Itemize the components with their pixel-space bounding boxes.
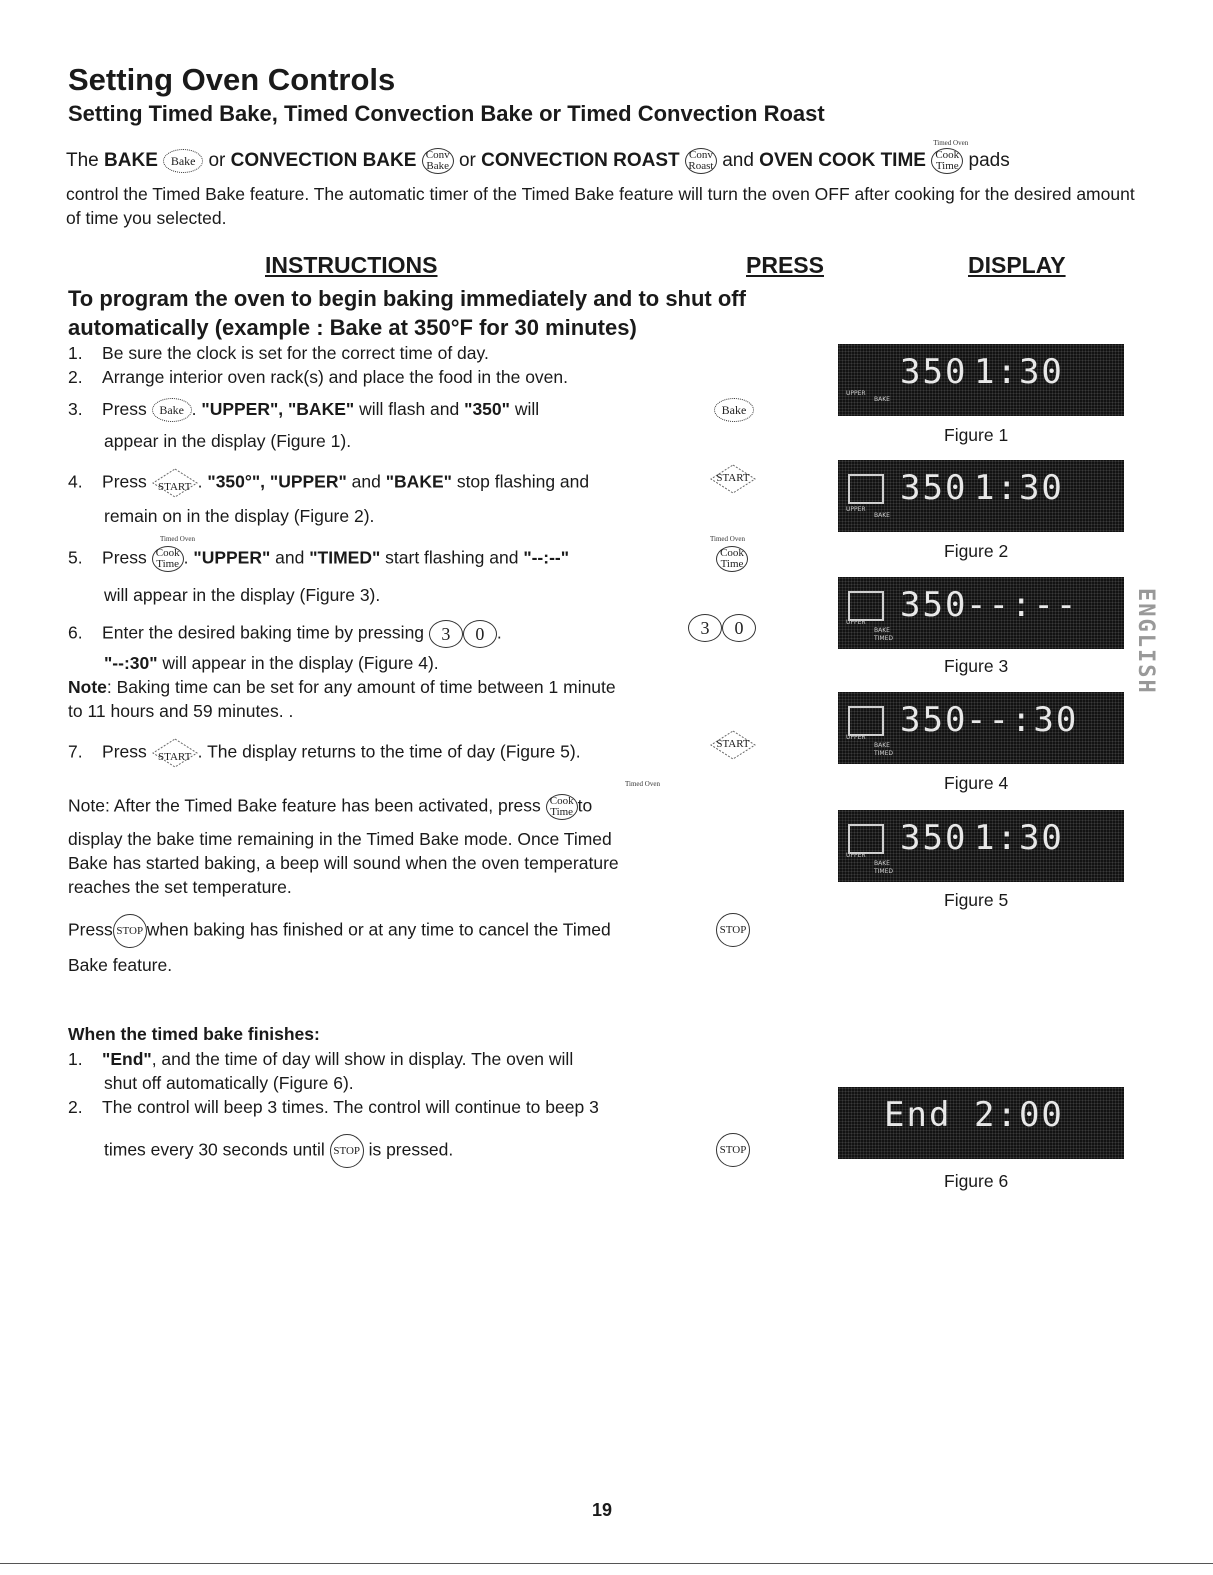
start-pad-icon: START: [152, 738, 198, 768]
figure-4-caption: Figure 4: [944, 773, 1009, 793]
number-0-pad-icon: 0: [463, 620, 497, 648]
cook-time-pad-icon: Cook Time: [152, 546, 184, 572]
step-1: 1. Be sure the clock is set for the correct time of day.: [68, 343, 489, 363]
page-title: Setting Oven Controls: [68, 62, 396, 97]
finish-heading: When the timed bake finishes:: [68, 1024, 320, 1044]
press-start-pad-icon: START: [710, 730, 756, 760]
start-pad-icon: START: [152, 468, 198, 498]
program-heading: To program the oven to begin baking immediately and to shut off automatically (example : Bake at 350°F for 30 minutes): [68, 286, 746, 340]
step-3: 3. Press Bake . "UPPER", "BAKE" will flash and "350" will: [68, 398, 539, 422]
note-2: Note: After the Timed Bake feature has been activated, press Cook Time to: [68, 795, 593, 818]
intro-line: The BAKE Bake or CONVECTION BAKE Conv Bake or CONVECTION ROAST Conv Roast and OVEN COOK TIME Timed Oven Cook Time pads: [66, 139, 1010, 172]
press-stop-pad-icon: STOP: [716, 1133, 750, 1167]
note-1: Note: Baking time can be set for any amount of time between 1 minute: [68, 677, 616, 697]
step-5-cont: will appear in the display (Figure 3).: [104, 585, 381, 605]
display-figure-3: 350 --:-- UPPER BAKE TIMED: [838, 577, 1124, 649]
press-cook-time-pad-icon: Cook Time: [716, 546, 748, 572]
display-figure-2: 350 1:30 UPPER BAKE: [838, 460, 1124, 532]
step-4: 4. Press START . "350°", "UPPER" and "BAKE" stop flashing and: [68, 468, 589, 498]
figure-1-caption: Figure 1: [944, 425, 1009, 445]
display-figure-6: End 2:00: [838, 1087, 1124, 1159]
note-2-line4: reaches the set temperature.: [68, 877, 292, 897]
page-number: 19: [592, 1500, 613, 1520]
instructions-header: INSTRUCTIONS: [265, 252, 438, 278]
press-stop-pad-icon: STOP: [716, 913, 750, 947]
bake-pad-icon: Bake: [152, 398, 192, 422]
stop-instruction-cont: Bake feature.: [68, 955, 173, 975]
conv-roast-pad-icon: Conv Roast: [685, 148, 717, 174]
step-2: 2. Arrange interior oven rack(s) and place the food in the oven.: [68, 367, 569, 387]
conv-bake-pad-icon: Conv Bake: [422, 148, 454, 174]
display-header: DISPLAY: [968, 252, 1066, 278]
stop-pad-icon: STOP: [113, 914, 147, 948]
press-start-pad-icon: START: [710, 464, 756, 494]
language-tab: ENGLISH: [1133, 588, 1158, 695]
step-6: 6. Enter the desired baking time by pressing 3 0 .: [68, 620, 502, 648]
step-3-cont: appear in the display (Figure 1).: [104, 431, 352, 451]
step-4-cont: remain on in the display (Figure 2).: [104, 506, 375, 526]
finish-step-1-cont: shut off automatically (Figure 6).: [104, 1073, 354, 1093]
step-6-cont: "--:30" will appear in the display (Figure 4).: [104, 653, 439, 673]
press-number-0-pad-icon: 0: [722, 614, 756, 642]
page-subtitle: Setting Timed Bake, Timed Convection Bake or Timed Convection Roast: [68, 101, 825, 126]
bottom-rule: [0, 1563, 1213, 1564]
note-2-line3: Bake has started baking, a beep will sound when the oven temperature: [68, 853, 619, 873]
finish-step-2: 2. The control will beep 3 times. The control will continue to beep 3: [68, 1097, 599, 1117]
step-5: 5. Press Cook Time . "UPPER" and "TIMED" start flashing and "--:--": [68, 547, 570, 570]
number-3-pad-icon: 3: [429, 620, 463, 648]
figure-5-caption: Figure 5: [944, 890, 1009, 910]
intro-paragraph: control the Timed Bake feature. The automatic timer of the Timed Bake feature will turn the oven OFF after cooking for the desired amount of time you selected.: [66, 184, 1135, 228]
cook-time-pad-icon: Cook Time: [931, 148, 963, 174]
stop-instruction: Press STOP when baking has finished or at any time to cancel the Timed: [68, 914, 611, 948]
press-bake-pad-icon: Bake: [714, 398, 754, 422]
bake-pad-icon: Bake: [163, 149, 203, 173]
figure-6-caption: Figure 6: [944, 1171, 1009, 1191]
stop-pad-icon: STOP: [330, 1134, 364, 1168]
finish-step-2-cont: times every 30 seconds until STOP is pressed.: [104, 1134, 453, 1168]
step-7: 7. Press START . The display returns to the time of day (Figure 5).: [68, 738, 581, 768]
display-figure-4: 350 --:30 UPPER BAKE TIMED: [838, 692, 1124, 764]
press-header: PRESS: [746, 252, 824, 278]
note-2-line2: display the bake time remaining in the Timed Bake mode. Once Timed: [68, 829, 612, 849]
display-figure-5: 350 1:30 UPPER BAKE TIMED: [838, 810, 1124, 882]
press-number-3-pad-icon: 3: [688, 614, 722, 642]
display-figure-1: 350 1:30 UPPER BAKE: [838, 344, 1124, 416]
finish-step-1: 1. "End", and the time of day will show in display. The oven will: [68, 1049, 574, 1069]
figure-3-caption: Figure 3: [944, 656, 1009, 676]
figure-2-caption: Figure 2: [944, 541, 1009, 561]
note-1-cont: to 11 hours and 59 minutes. .: [68, 701, 294, 721]
cook-time-pad-icon: Cook Time: [546, 794, 578, 820]
